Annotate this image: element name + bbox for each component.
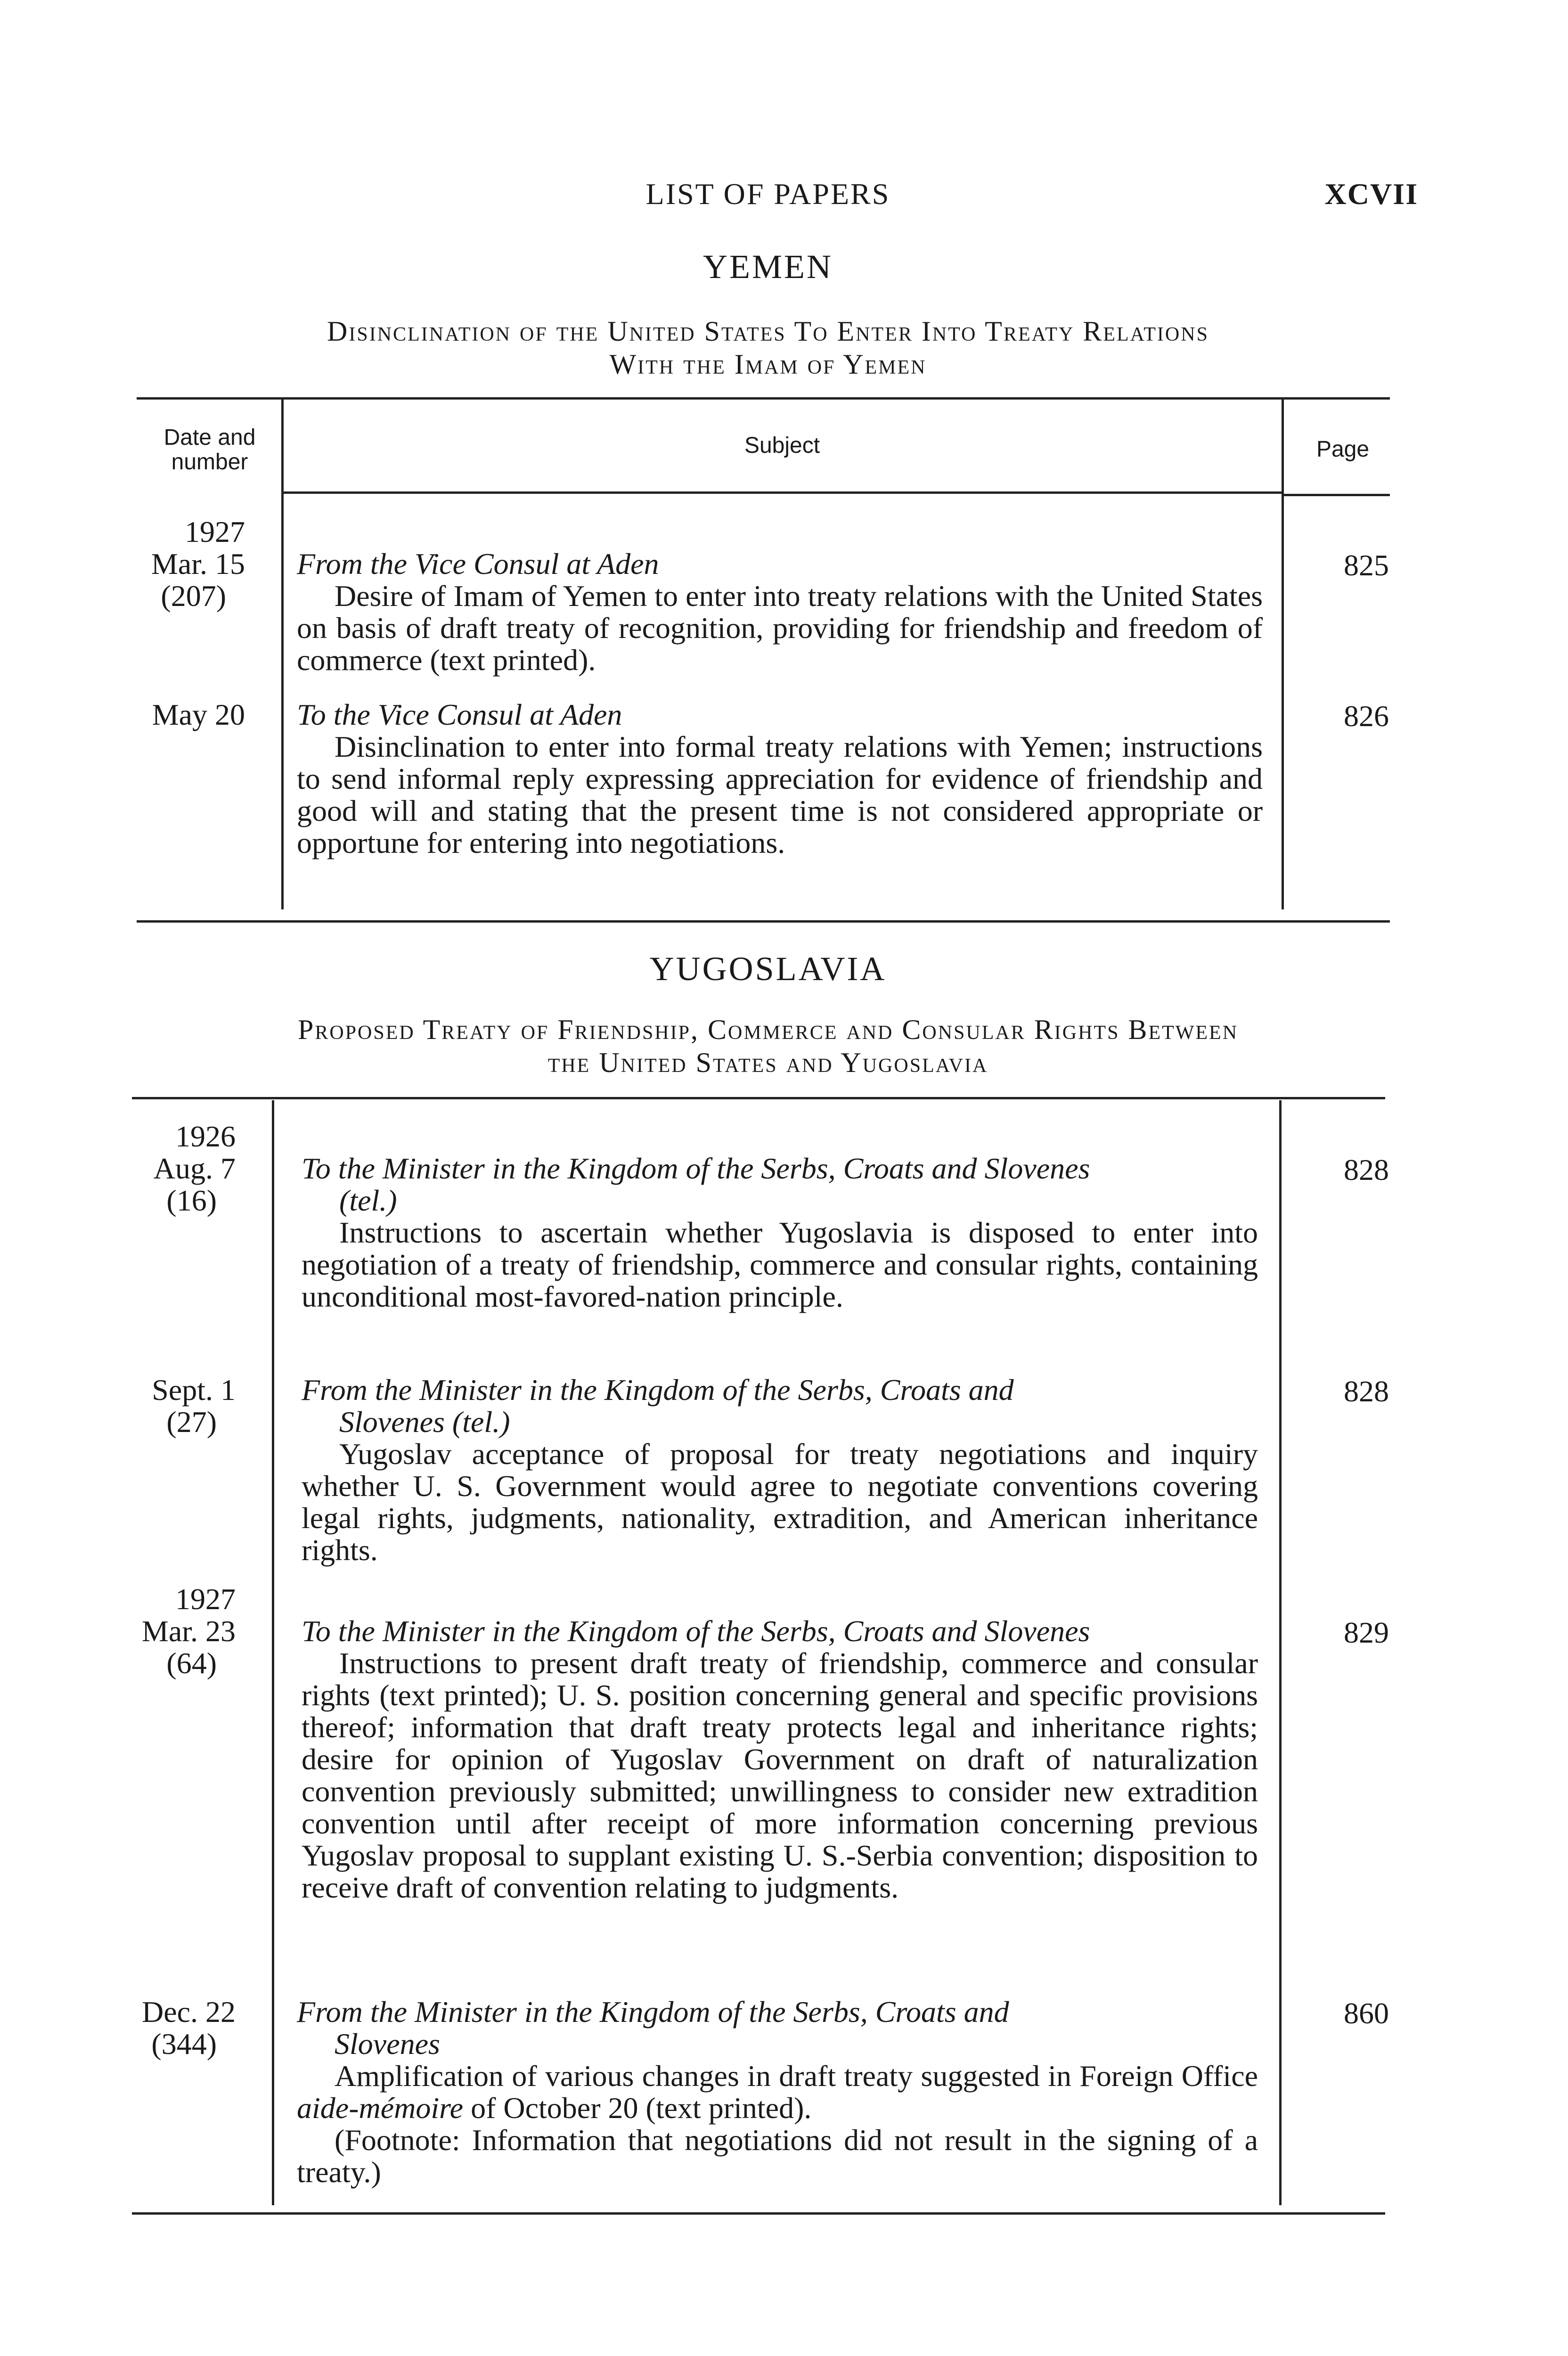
entry-footnote: (Footnote: Information that negotiations did not result in the signing of a treaty.) xyxy=(297,2123,1258,2189)
entry-addressee: To the Vice Consul at Aden xyxy=(297,698,622,731)
entry-year: 1926 xyxy=(175,1120,236,1153)
entry-description xyxy=(297,2060,1258,2124)
entry-date xyxy=(99,1121,236,1217)
yugoslavia-country-heading: YUGOSLAVIA xyxy=(649,950,887,988)
entry-date xyxy=(108,699,245,731)
entry-day: Dec. 22 xyxy=(141,1995,236,2029)
entry-page: 829 xyxy=(1344,1616,1389,1649)
entry-number: (16) xyxy=(166,1184,217,1217)
entry-addressee-continued: (tel.) xyxy=(339,1184,397,1217)
entry-addressee: From the Vice Consul at Aden xyxy=(297,547,659,581)
yemen-section-heading-line1: Disinclination of the United States To Enter Into Treaty Relations xyxy=(327,316,1209,347)
entry-addressee: To the Minister in the Kingdom of the Serbs, Croats and Slovenes xyxy=(302,1152,1090,1185)
entry-page: 826 xyxy=(1344,699,1389,733)
entry-year: 1927 xyxy=(185,515,245,548)
entry-day: Aug. 7 xyxy=(153,1152,236,1185)
yemen-header-rule-page xyxy=(1284,494,1390,496)
description-emphasis: aide-mémoire xyxy=(297,2091,464,2125)
entry-day: Sept. 1 xyxy=(152,1373,236,1407)
yemen-country-heading: YEMEN xyxy=(703,248,833,286)
entry-description: Desire of Imam of Yemen to enter into treaty relations with the United States on basis of draft treaty of recognition, providing for friendship and freedom of commerce (text printed). xyxy=(297,579,1263,677)
running-head-page-number: XCVII xyxy=(1324,177,1418,211)
entry-description: Instructions to ascertain whether Yugoslavia is disposed to enter into negotiation of a treaty of friendship, commerce and consular rights, containing unconditional most-favored-nation principle. xyxy=(302,1216,1258,1313)
yugoslavia-table-top-rule xyxy=(132,1097,1385,1099)
entry-number: (344) xyxy=(151,2027,217,2061)
entry-date xyxy=(99,1583,236,1679)
description-text-end: of October 20 (text printed). xyxy=(463,2091,812,2125)
yemen-table-date-divider xyxy=(281,398,284,909)
entry-subject xyxy=(297,548,1263,676)
running-head-title: LIST OF PAPERS xyxy=(645,177,890,211)
entry-subject xyxy=(297,699,1263,859)
column-header-date: Date and number xyxy=(163,425,256,474)
yugoslavia-section-heading-line1: Proposed Treaty of Friendship, Commerce and Consular Rights Between xyxy=(297,1014,1239,1045)
yugoslavia-section-heading-line2: the United States and Yugoslavia xyxy=(547,1047,988,1078)
entry-subject xyxy=(302,1374,1258,1566)
yugoslavia-table-date-divider xyxy=(272,1100,274,2205)
entry-addressee-continued: Slovenes (tel.) xyxy=(339,1405,510,1439)
yugoslavia-table-page-divider xyxy=(1279,1100,1282,2205)
entry-date xyxy=(108,516,245,612)
entry-page: 860 xyxy=(1344,1996,1389,2030)
entry-addressee: To the Minister in the Kingdom of the Serbs, Croats and Slovenes xyxy=(302,1614,1090,1648)
entry-description: Disinclination to enter into formal treaty relations with Yemen; instructions to send informal reply expressing appreciation for evidence of friendship and good will and stating that the present time is not considered appropriate or opportune for entering into negotiations. xyxy=(297,730,1263,859)
entry-page: 828 xyxy=(1344,1374,1389,1408)
entry-subject xyxy=(302,1153,1258,1313)
entry-description: Instructions to present draft treaty of friendship, commerce and consular rights (text printed); U. S. position concerning general and specific provisions thereof; information that draft treaty protects legal and inheritance rights; desire for opinion of Yugoslav Government on draft of naturalization convention previously submitted; unwillingness to consider new extradition convention until after receipt of more information concerning previous Yugoslav proposal to supplant existing U. S.-Serbia convention; disposition to receive draft of convention relating to judgments. xyxy=(302,1646,1258,1904)
entry-number: (27) xyxy=(166,1405,217,1439)
entry-year: 1927 xyxy=(175,1582,236,1616)
yemen-table-page-divider xyxy=(1282,398,1284,909)
column-header-page: Page xyxy=(1316,437,1370,462)
entry-addressee: From the Minister in the Kingdom of the Serbs, Croats and xyxy=(302,1373,1014,1407)
entry-subject xyxy=(297,1996,1258,2188)
entry-number: (64) xyxy=(166,1646,217,1680)
yemen-header-rule-subject xyxy=(283,491,1282,494)
yemen-section-heading-line2: With the Imam of Yemen xyxy=(609,349,927,380)
entry-day: Mar. 23 xyxy=(141,1614,236,1648)
yugoslavia-table-bottom-rule xyxy=(132,2212,1385,2215)
entry-addressee: From the Minister in the Kingdom of the Serbs, Croats and xyxy=(297,1995,1009,2029)
yemen-table-bottom-rule xyxy=(137,920,1390,923)
entry-addressee-continued: Slovenes xyxy=(335,2027,440,2061)
column-header-subject: Subject xyxy=(744,433,820,458)
entry-date xyxy=(99,1996,236,2060)
description-text: Amplification of various changes in draft treaty suggested in Foreign Office xyxy=(335,2059,1258,2093)
entry-date xyxy=(99,1374,236,1438)
entry-subject xyxy=(302,1615,1258,1904)
entry-number: (207) xyxy=(161,579,226,613)
entry-page: 828 xyxy=(1344,1153,1389,1186)
entry-page: 825 xyxy=(1344,548,1389,582)
entry-day: Mar. 15 xyxy=(151,547,245,581)
yemen-table-top-rule xyxy=(137,397,1390,400)
entry-description: Yugoslav acceptance of proposal for treaty negotiations and inquiry whether U. S. Government would agree to negotiate conventions covering legal rights, judgments, nationality, extradition, and American inheritance rights. xyxy=(302,1437,1258,1567)
entry-day: May 20 xyxy=(152,698,245,731)
